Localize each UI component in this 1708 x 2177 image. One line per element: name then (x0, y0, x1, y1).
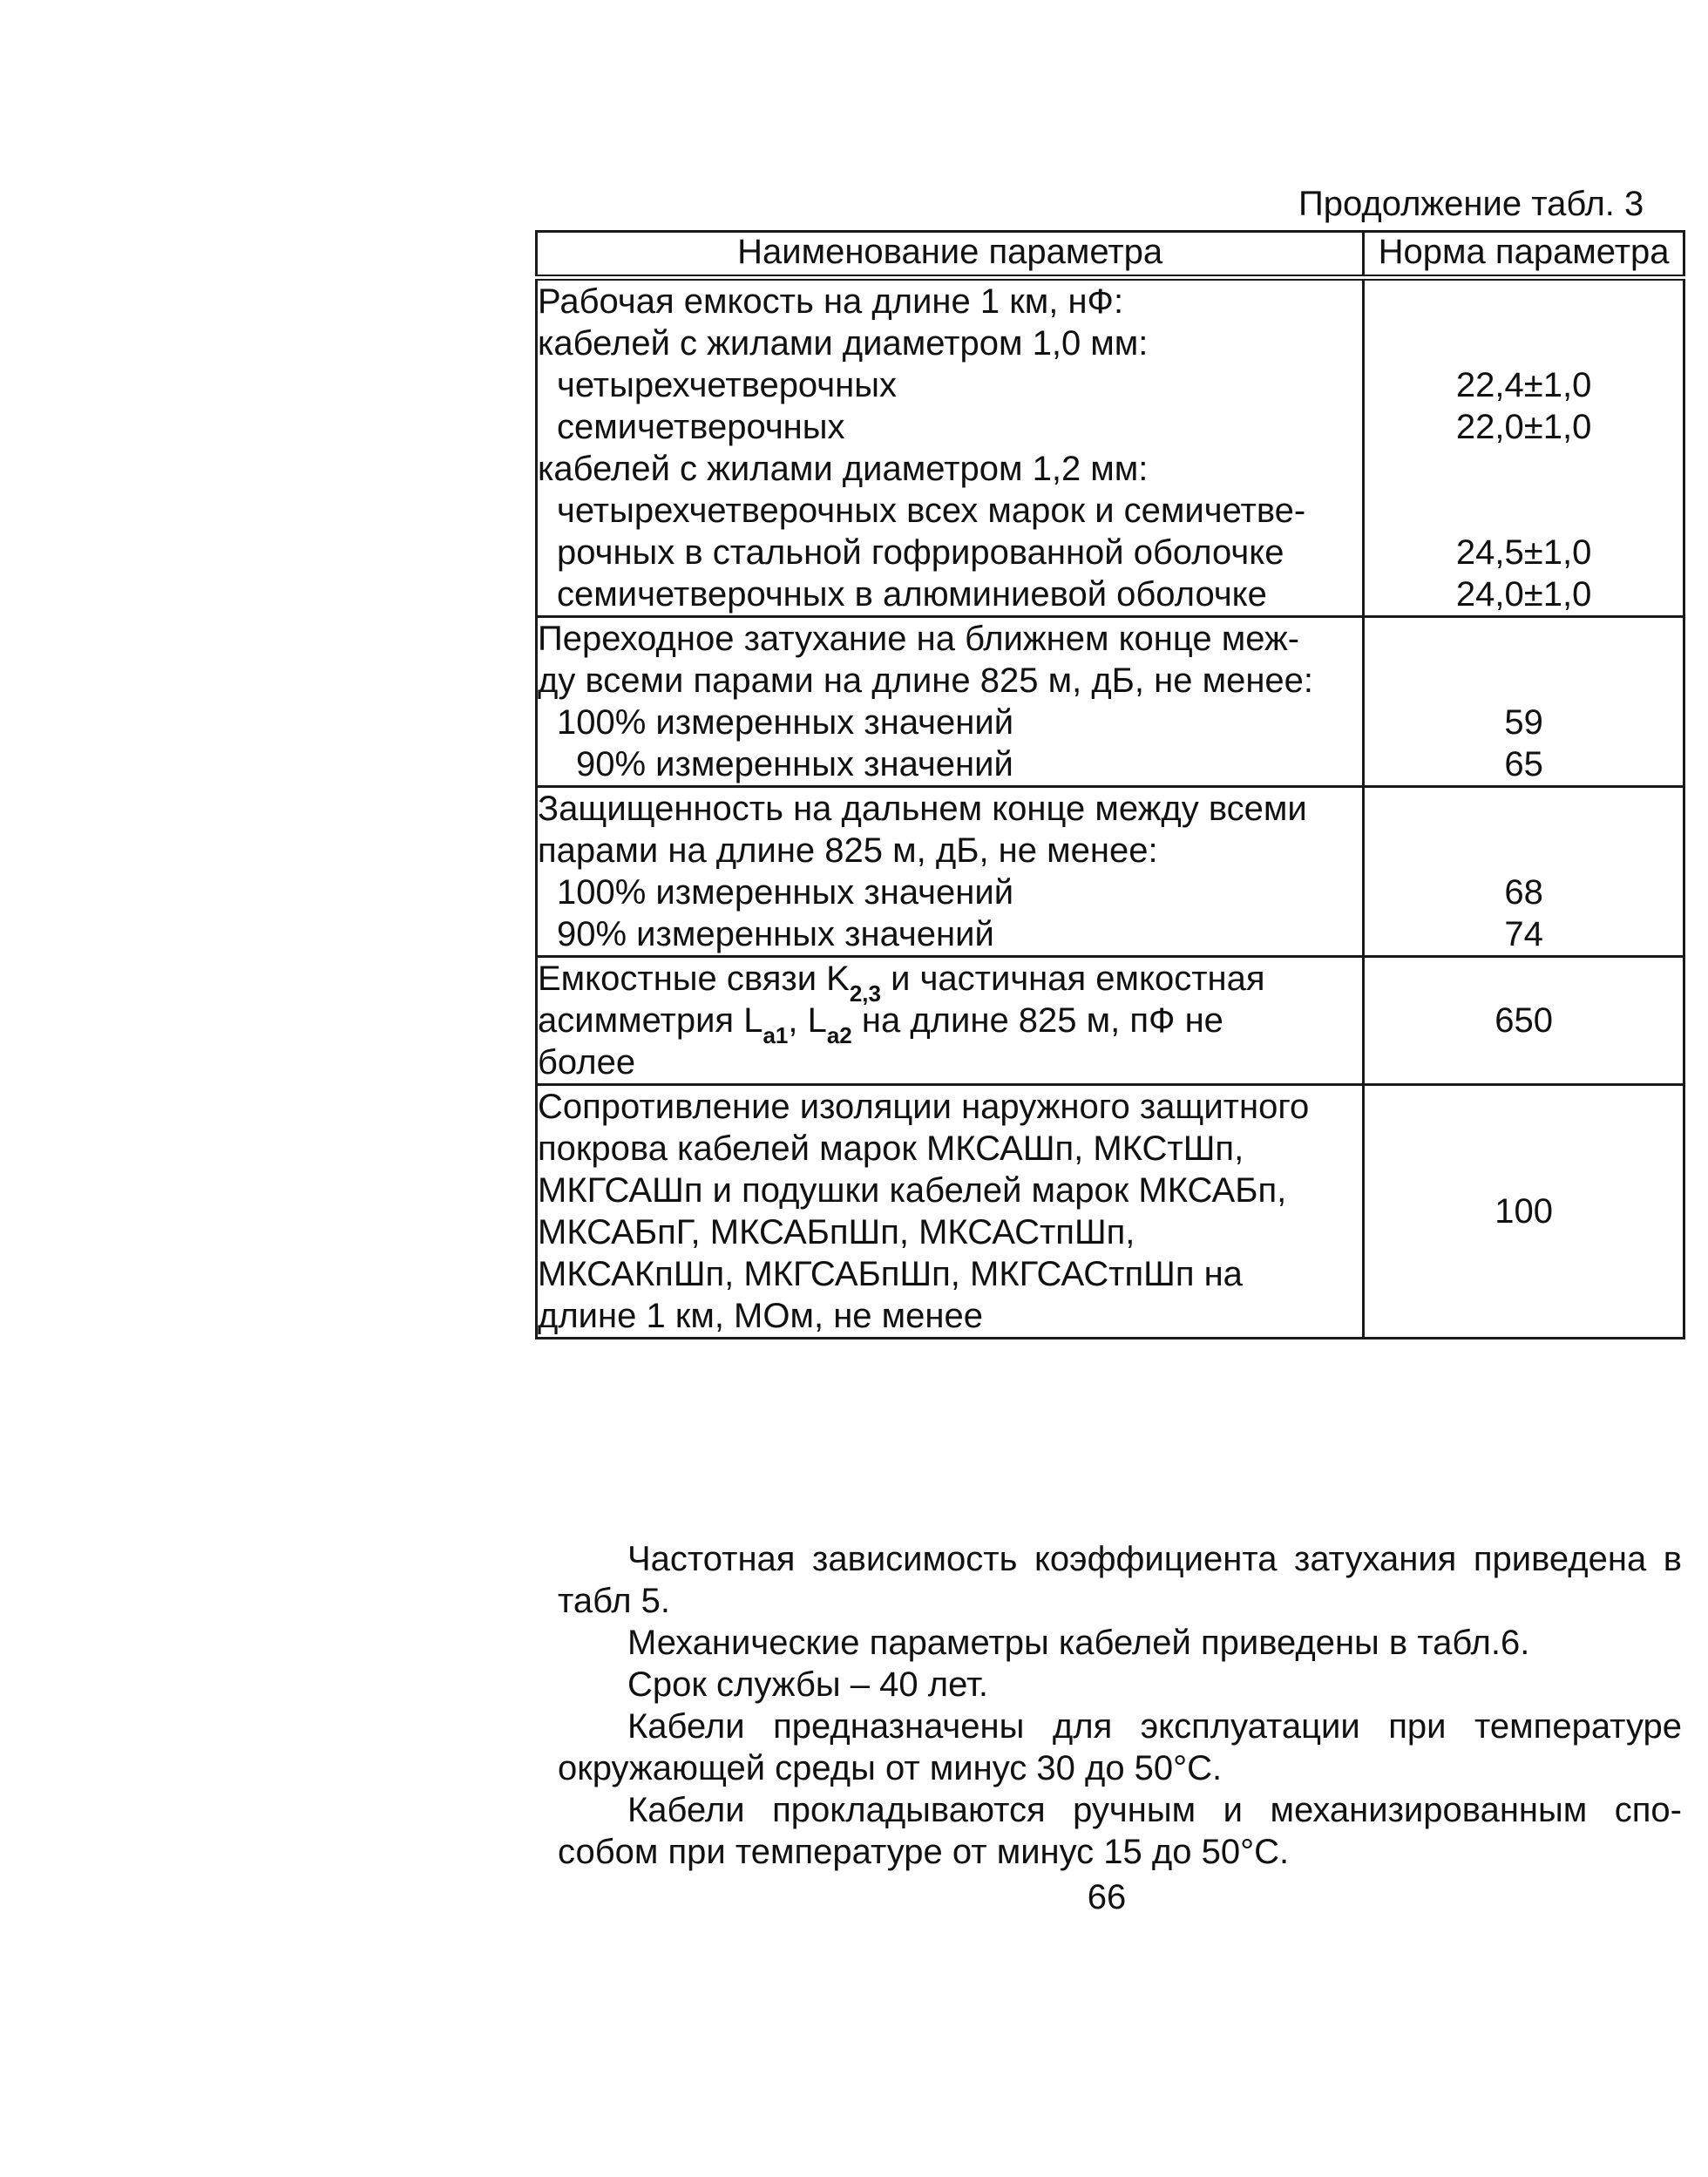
param-line: кабелей с жилами диаметром 1,2 мм: (538, 450, 1149, 488)
table-row (537, 787, 1684, 957)
paragraph: Кабели предназначены для эксплуатации при температуре окружающей среды от минус 30 до 50°С. (558, 1707, 1682, 1787)
table-caption: Продолжение табл. 3 (1298, 185, 1644, 223)
value-cell (1364, 278, 1684, 617)
value-line: 650 (1494, 1001, 1553, 1040)
param-line: Рабочая емкость на длине 1 км, нФ: (538, 282, 1124, 321)
param-line: Переходное затухание на ближнем конце меж- (538, 620, 1300, 658)
param-line: МКСАБпГ, МКСАБпШп, МКСАСтпШп, (538, 1213, 1135, 1251)
parameters-table (535, 230, 1685, 1339)
value-cell (1364, 617, 1684, 787)
body-text (558, 1538, 1682, 1873)
param-line: 100% измеренных значений (557, 703, 1014, 742)
la1-subscript: a1 (762, 1022, 789, 1048)
param-line: длине 1 км, МОм, не менее (538, 1297, 983, 1335)
param-line: четырехчетверочных (557, 366, 897, 404)
header-parameter-norm: Норма параметра (1364, 232, 1684, 278)
value-line: 68 (1504, 873, 1543, 912)
param-line: МКСАКпШп, МКГСАБпШп, МКГСАСтпШп на (538, 1255, 1243, 1293)
table-row (537, 1085, 1684, 1339)
paragraph: Частотная зависимость коэффициента затухания приведена в табл 5. (558, 1540, 1682, 1620)
param-line: четырехчетверочных всех марок и семичетве- (557, 492, 1306, 530)
k-subscript: 2,3 (849, 980, 881, 1007)
value-line: 24,5±1,0 (1455, 533, 1592, 572)
paragraph: Механические параметры кабелей приведены в табл.6. (627, 1624, 1530, 1662)
table-row (537, 957, 1684, 1085)
param-line: кабелей с жилами диаметром 1,0 мм: (538, 324, 1149, 363)
table-row (537, 617, 1684, 787)
parameter-cell (537, 617, 1364, 787)
parameter-cell (537, 787, 1364, 957)
parameter-cell (537, 278, 1364, 617)
param-line: более (538, 1043, 636, 1082)
param-line: парами на длине 825 м, дБ, не менее: (538, 831, 1158, 870)
paragraph: Кабели прокладываются ручным и механизированным спо-собом при температуре от минус 15 до 50°С. (558, 1791, 1682, 1871)
page-number: 66 (1087, 1878, 1127, 1916)
param-line: семичетверочных в алюминиевой оболочке (557, 575, 1267, 614)
param-line: Емкостные связи $K_{2,3}$ и частичная емкостная (538, 960, 1265, 1007)
value-line: 59 (1504, 703, 1543, 742)
parameter-cell (537, 1085, 1364, 1339)
param-line: Защищенность на дальнем конце между всеми (538, 790, 1307, 828)
param-line: рочных в стальной гофрированной оболочке (557, 533, 1284, 572)
param-line: 90% измеренных значений (557, 915, 994, 953)
param-line: Сопротивление изоляции наружного защитного (538, 1088, 1310, 1126)
la2-subscript: a2 (826, 1022, 852, 1048)
value-line: 100 (1494, 1192, 1553, 1231)
param-line: семичетверочных (557, 408, 845, 446)
value-line: 74 (1504, 915, 1543, 953)
param-line: 100% измеренных значений (557, 873, 1014, 912)
value-line: 22,0±1,0 (1455, 408, 1592, 446)
value-cell (1364, 1085, 1684, 1339)
param-line: 90% измеренных значений (576, 745, 1013, 783)
param-line: МКГСАШп и подушки кабелей марок МКСАБп, (538, 1171, 1287, 1210)
table-row (537, 278, 1684, 617)
value-line: 22,4±1,0 (1455, 366, 1592, 404)
param-line: ду всеми парами на длине 825 м, дБ, не менее: (538, 661, 1314, 700)
param-line: асимметрия $L_{a1}$, $L_{a2}$ на длине 825 м, пФ не (538, 1001, 1223, 1048)
value-line: 65 (1504, 745, 1543, 783)
header-parameter-name: Наименование параметра (537, 232, 1364, 278)
value-cell (1364, 957, 1684, 1085)
parameter-cell (537, 957, 1364, 1085)
param-line: покрова кабелей марок МКСАШп, МКСтШп, (538, 1129, 1244, 1168)
table-header-row (537, 232, 1684, 278)
value-cell (1364, 787, 1684, 957)
value-line: 24,0±1,0 (1455, 575, 1592, 614)
paragraph: Срок службы – 40 лет. (627, 1665, 988, 1704)
